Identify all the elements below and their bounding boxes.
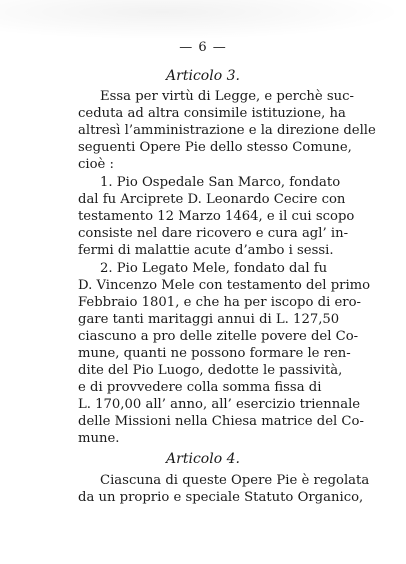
text-line: ceduta ad altra consimile istituzione, ha xyxy=(78,106,346,121)
text-line: Ciascuna di queste Opere Pie è regolata xyxy=(100,473,370,488)
text-line: consiste nel dare ricovero e cura agl’ in- xyxy=(78,226,349,241)
text-line: 1. Pio Ospedale San Marco, fondato xyxy=(100,175,341,190)
paper-stain xyxy=(0,0,406,40)
text-line: delle Missioni nella Chiesa matrice del Co- xyxy=(78,414,364,429)
text-line: Essa per virtù di Legge, e perchè suc- xyxy=(100,89,354,104)
text-line: dite del Pio Luogo, dedotte le passività, xyxy=(78,363,343,378)
text-line: mune, quanti ne possono formare le ren- xyxy=(78,346,351,361)
text-line: e di provvedere colla somma fissa di xyxy=(78,380,322,395)
text-line: altresì l’amministrazione e la direzione delle xyxy=(78,123,376,138)
article-4-heading: Articolo 4. xyxy=(166,451,240,467)
text-line: ciascuno a pro delle zitelle povere del Co- xyxy=(78,329,359,344)
article-3-heading: Articolo 3. xyxy=(166,68,240,84)
text-line: cioè : xyxy=(78,157,114,172)
text-line: fermi di malattie acute d’ambo i sessi. xyxy=(78,243,334,258)
text-line: mune. xyxy=(78,431,120,446)
text-line: gare tanti maritaggi annui di L. 127,50 xyxy=(78,312,340,327)
text-line: 2. Pio Legato Mele, fondato dal fu xyxy=(100,261,328,276)
text-line: L. 170,00 all’ anno, all’ esercizio triennale xyxy=(78,397,361,412)
text-line: seguenti Opere Pie dello stesso Comune, xyxy=(78,140,352,155)
text-line: dal fu Arciprete D. Leonardo Cecire con xyxy=(78,192,346,207)
text-line: da un proprio e speciale Statuto Organico, xyxy=(78,490,364,505)
text-line: D. Vincenzo Mele con testamento del primo xyxy=(78,278,371,293)
page-number: — 6 — xyxy=(179,40,227,55)
text-line: testamento 12 Marzo 1464, e il cui scopo xyxy=(78,209,355,224)
text-line: Febbraio 1801, e che ha per iscopo di ero- xyxy=(78,295,361,310)
